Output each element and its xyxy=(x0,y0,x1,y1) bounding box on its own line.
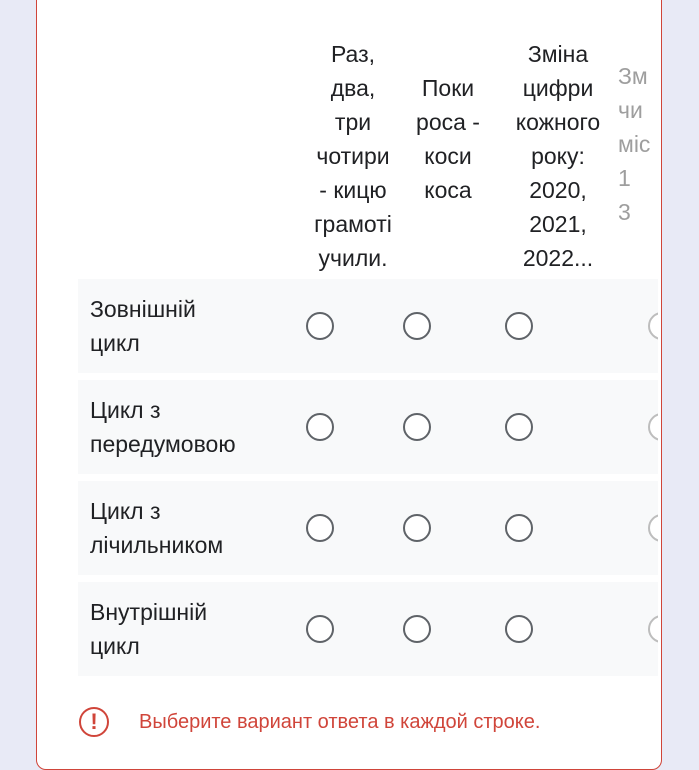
row-label: Цикл з лічильником xyxy=(90,498,224,558)
question-card xyxy=(36,0,662,770)
error-circle-icon: ! xyxy=(79,707,109,737)
radio-button[interactable] xyxy=(306,312,334,340)
radio-button[interactable] xyxy=(648,615,658,643)
column-header-2: Поки роса - коси коса xyxy=(416,75,480,203)
radio-button[interactable] xyxy=(505,312,533,340)
column-header-1: Раз, два, три чотири - кицю грамоті учили. xyxy=(314,41,392,271)
radio-button[interactable] xyxy=(505,615,533,643)
grid-row xyxy=(78,481,658,575)
choice-grid xyxy=(78,0,658,691)
grid-row xyxy=(78,380,658,474)
radio-button[interactable] xyxy=(306,413,334,441)
radio-button[interactable] xyxy=(403,312,431,340)
radio-button[interactable] xyxy=(403,514,431,542)
column-header-4: Зм чи міс 1 3 xyxy=(618,63,651,225)
radio-button[interactable] xyxy=(648,312,658,340)
radio-button[interactable] xyxy=(505,413,533,441)
row-label: Зовнішній цикл xyxy=(90,296,196,356)
radio-button[interactable] xyxy=(306,615,334,643)
grid-row xyxy=(78,279,658,373)
validation-error xyxy=(79,703,649,743)
row-label: Внутрішній цикл xyxy=(90,599,208,659)
error-message: Выберите вариант ответа в каждой строке. xyxy=(139,711,541,733)
grid-row xyxy=(78,582,658,676)
radio-button[interactable] xyxy=(306,514,334,542)
radio-button[interactable] xyxy=(505,514,533,542)
radio-button[interactable] xyxy=(403,615,431,643)
row-label: Цикл з передумовою xyxy=(90,397,236,457)
radio-button[interactable] xyxy=(648,514,658,542)
radio-button[interactable] xyxy=(403,413,431,441)
radio-button[interactable] xyxy=(648,413,658,441)
column-header-3: Зміна цифри кожного року: 2020, 2021, 2022... xyxy=(515,41,601,271)
